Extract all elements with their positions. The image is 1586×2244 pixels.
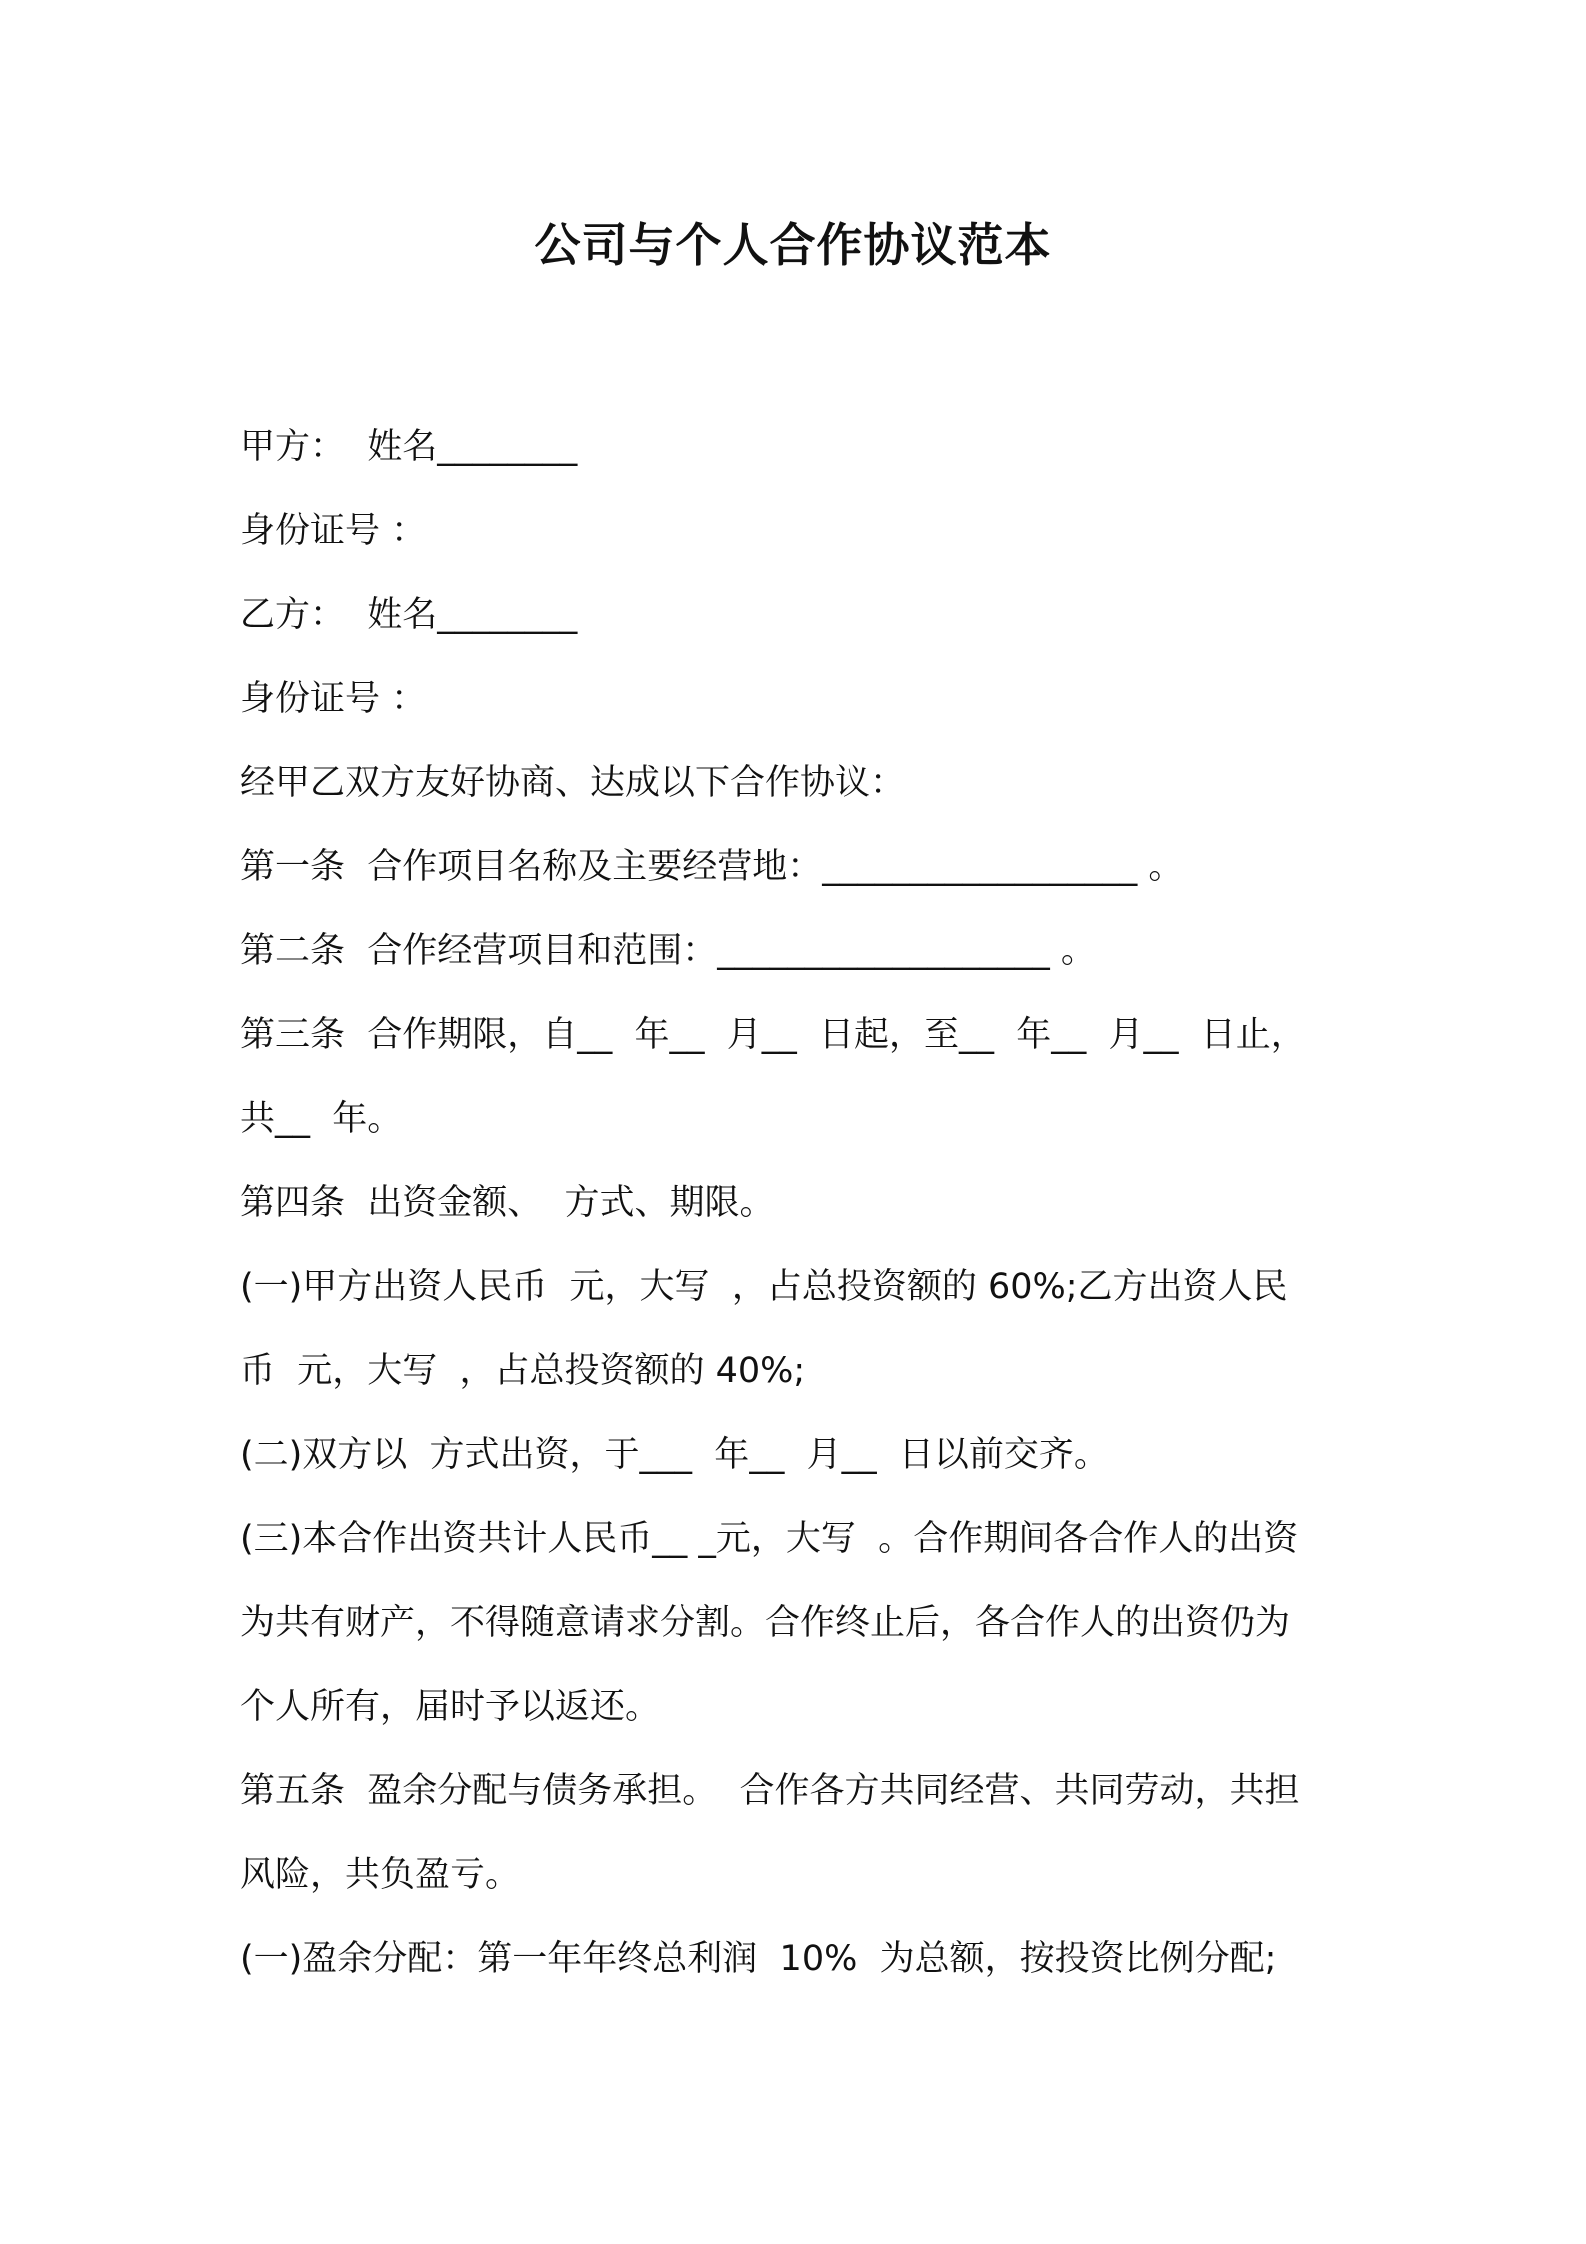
party-a-name-line: 甲方： 姓名________ (240, 427, 578, 467)
document-body (240, 405, 1360, 2001)
article-3-line-1: 第三条 合作期限，自__ 年__ 月__ 日起，至__ 年__ 月__ 日止， (240, 1015, 1306, 1055)
article-4-heading: 第四条 出资金额、 方式、期限。 (240, 1183, 775, 1223)
article-3-line-2: 共__ 年。 (240, 1099, 403, 1139)
article-4-item-1-line-1: (一)甲方出资人民币 元，大写 ，占总投资额的 60%;乙方出资人民 (240, 1267, 1288, 1307)
article-4-item-1-line-2: 币 元，大写 ，占总投资额的 40%; (240, 1351, 806, 1391)
article-1-line: 第一条 合作项目名称及主要经营地：__________________ 。 (240, 847, 1184, 887)
article-4-item-3-line-2: 为共有财产，不得随意请求分割。合作终止后，各合作人的出资仍为 (240, 1603, 1291, 1643)
article-5-line-2: 风险，共负盈亏。 (240, 1855, 521, 1895)
article-4-item-3-line-3: 个人所有，届时予以返还。 (240, 1687, 661, 1727)
agreement-intro-line: 经甲乙双方友好协商、达成以下合作协议： (240, 763, 906, 803)
party-b-name-line: 乙方： 姓名________ (240, 595, 578, 635)
document-title: 公司与个人合作协议范本 (534, 218, 1052, 272)
article-4-item-2-line: (二)双方以 方式出资，于___ 年__ 月__ 日以前交齐。 (240, 1435, 1109, 1475)
article-5-item-1-line: (一)盈余分配：第一年年终总利润 10% 为总额，按投资比例分配; (240, 1939, 1277, 1979)
article-4-item-3-line-1: (三)本合作出资共计人民币__ _元，大写 。合作期间各合作人的出资 (240, 1519, 1299, 1559)
article-5-line-1: 第五条 盈余分配与债务承担。 合作各方共同经营、共同劳动，共担 (240, 1771, 1300, 1811)
party-a-id-line: 身份证号 ： (240, 511, 427, 551)
party-b-id-line: 身份证号 ： (240, 679, 427, 719)
article-2-line: 第二条 合作经营项目和范围：___________________ 。 (240, 931, 1096, 971)
